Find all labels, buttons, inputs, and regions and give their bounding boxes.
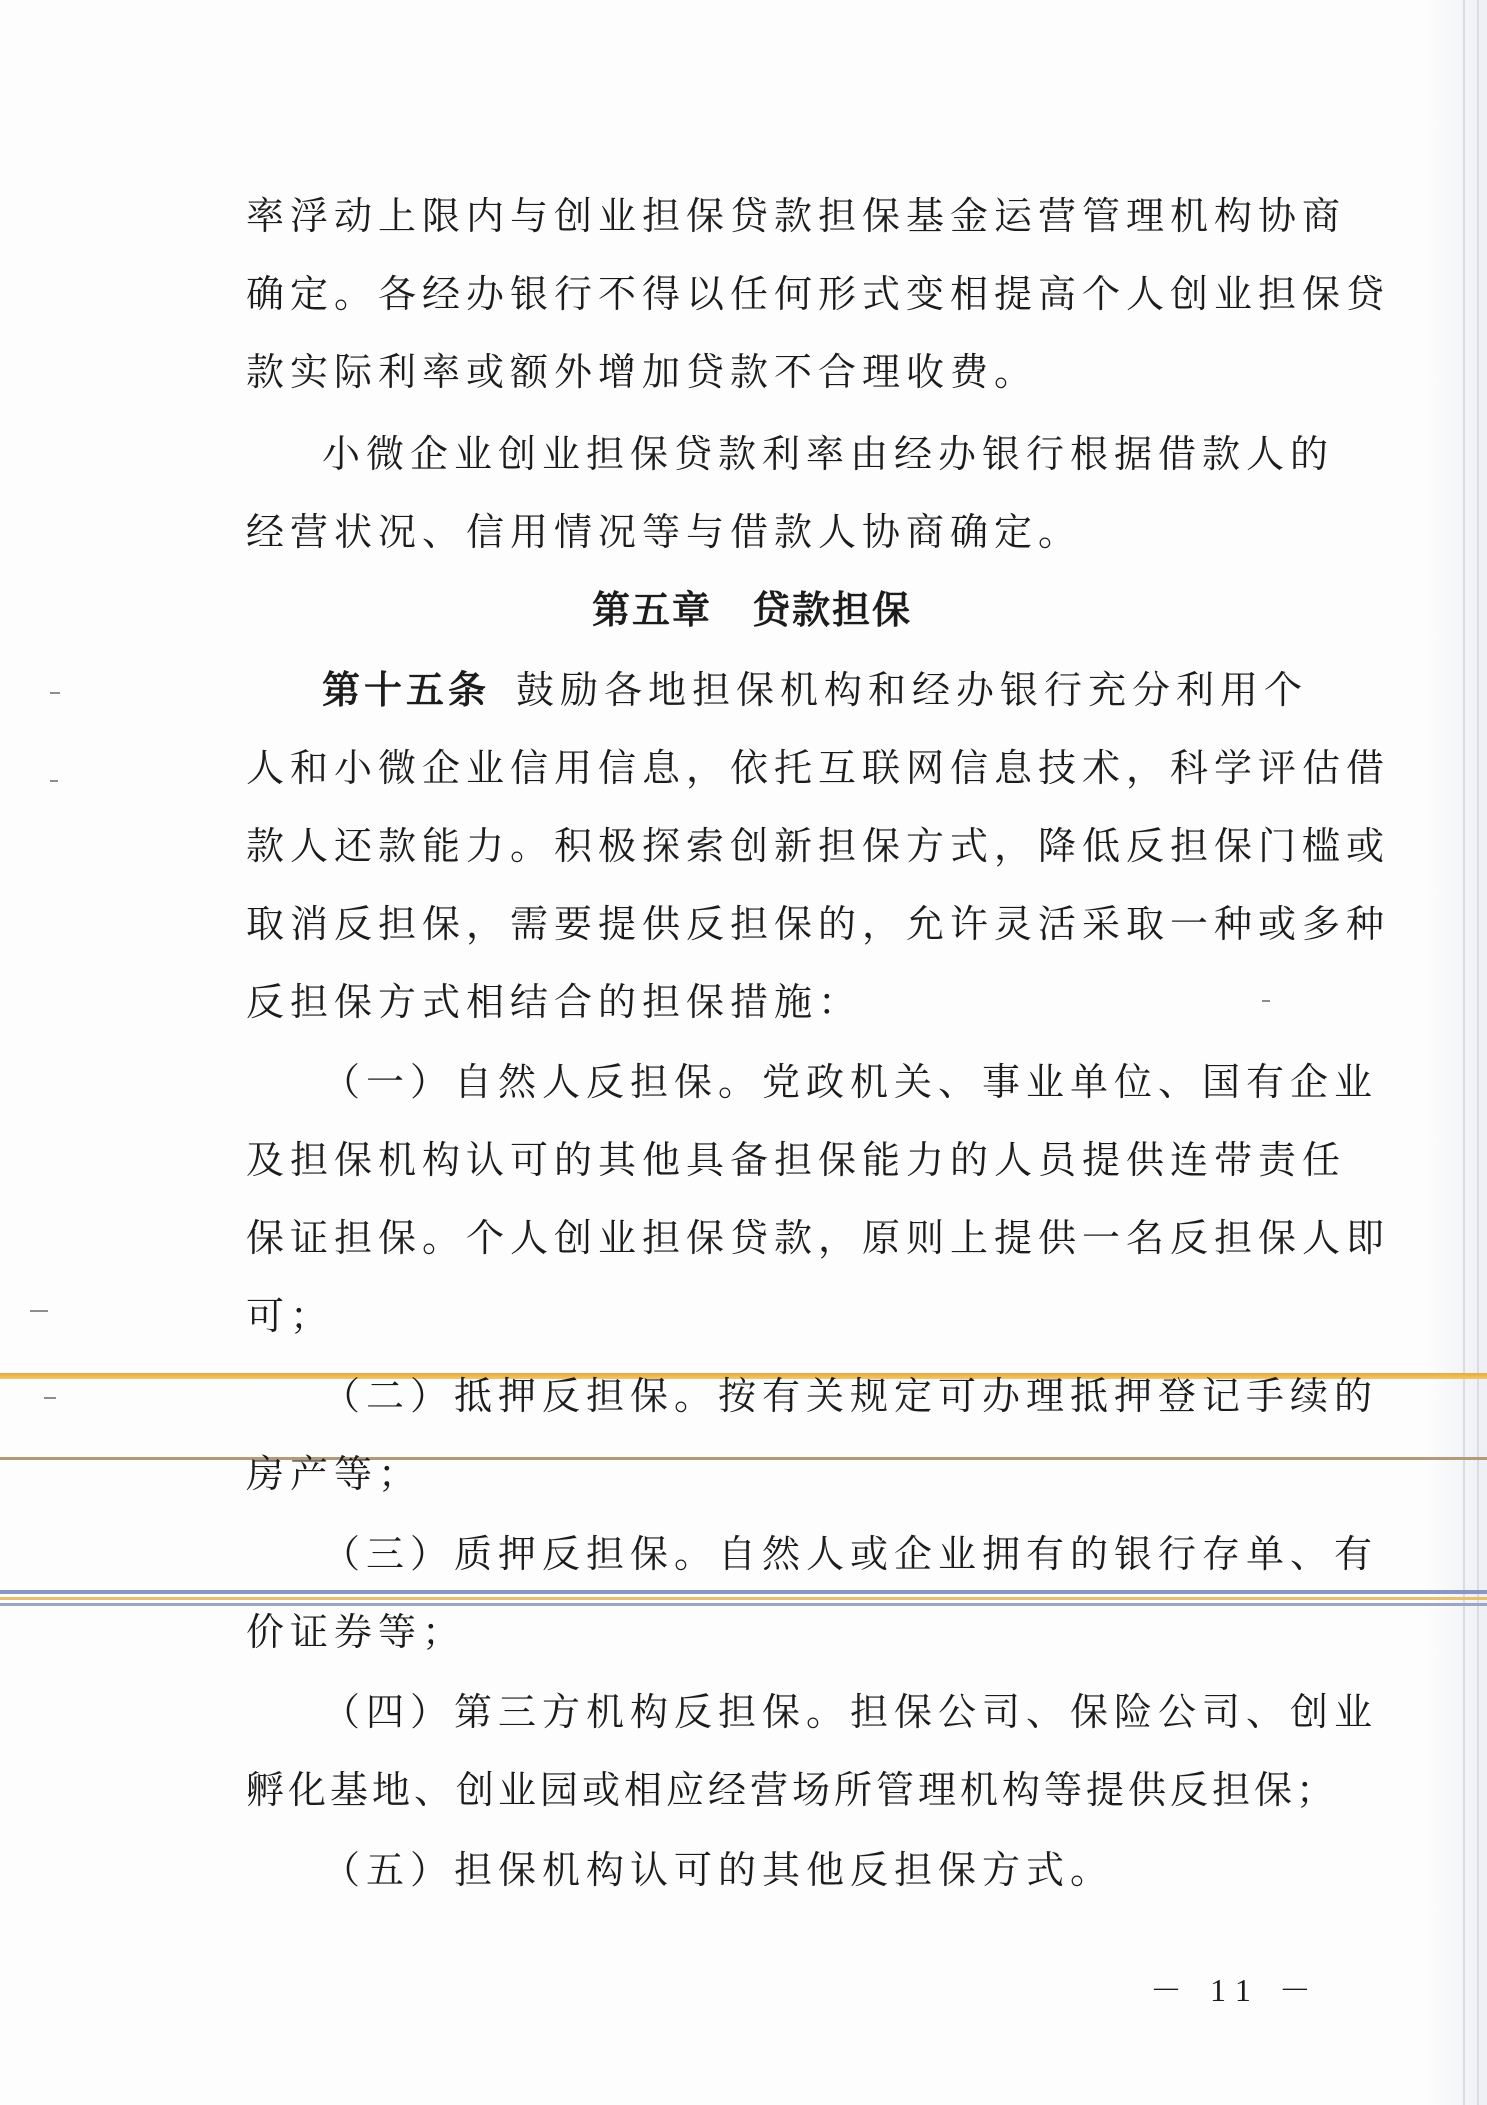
article-first-line (322, 666, 1309, 714)
scan-speck (50, 780, 58, 782)
article-line: 人和小微企业信用信息，依托互联网信息技术，科学评估借 (246, 746, 1391, 790)
article-text: 鼓励各地担保机构和经办银行充分利用个 (516, 668, 1309, 712)
list-item-line: 房产等； (246, 1452, 423, 1496)
article-label: 第十五条 (322, 668, 491, 712)
list-item-line: 及担保机构认可的其他具备担保能力的人员提供连带责任 (246, 1138, 1347, 1182)
list-item-line: （三）质押反担保。自然人或企业拥有的银行存单、有 (322, 1532, 1379, 1576)
body-line: 确定。各经办银行不得以任何形式变相提高个人创业担保贷 (246, 272, 1391, 316)
chapter-title: 第五章 贷款担保 (591, 588, 912, 632)
body-line: 率浮动上限内与创业担保贷款担保基金运营管理机构协商 (246, 194, 1347, 238)
list-item-line: （四）第三方机构反担保。担保公司、保险公司、创业 (322, 1690, 1379, 1734)
scan-artifact-band (0, 1603, 1487, 1606)
article-line: 款人还款能力。积极探索创新担保方式，降低反担保门槛或 (246, 824, 1391, 868)
scan-speck (1262, 1000, 1270, 1002)
list-item-line: 孵化基地、创业园或相应经营场所管理机构等提供反担保； (246, 1768, 1339, 1812)
scan-speck (30, 1310, 48, 1312)
list-item-line: 价证券等； (246, 1610, 467, 1654)
article-line: 取消反担保，需要提供反担保的，允许灵活采取一种或多种 (246, 902, 1391, 946)
list-item-line: 可； (246, 1294, 335, 1338)
scan-edge-line (1477, 0, 1479, 2105)
scan-speck (44, 1397, 56, 1399)
list-item-line: 保证担保。个人创业担保贷款，原则上提供一名反担保人即 (246, 1216, 1391, 1260)
list-item-line: （五）担保机构认可的其他反担保方式。 (322, 1848, 1115, 1892)
scan-edge-line (1463, 0, 1465, 2105)
scan-speck (50, 692, 60, 694)
paragraph-first-line: 小微企业创业担保贷款利率由经办银行根据借款人的 (322, 432, 1335, 476)
body-line: 款实际利率或额外增加贷款不合理收费。 (246, 350, 1039, 394)
scan-artifact-band (0, 1590, 1487, 1594)
list-item-line: （一）自然人反担保。党政机关、事业单位、国有企业 (322, 1060, 1379, 1104)
article-line: 反担保方式相结合的担保措施： (246, 980, 863, 1024)
page-number: － 11 － (1150, 1972, 1321, 2008)
body-line: 经营状况、信用情况等与借款人协商确定。 (246, 510, 1083, 554)
list-item-line: （二）抵押反担保。按有关规定可办理抵押登记手续的 (322, 1374, 1379, 1418)
scan-artifact-band (0, 1597, 1487, 1600)
